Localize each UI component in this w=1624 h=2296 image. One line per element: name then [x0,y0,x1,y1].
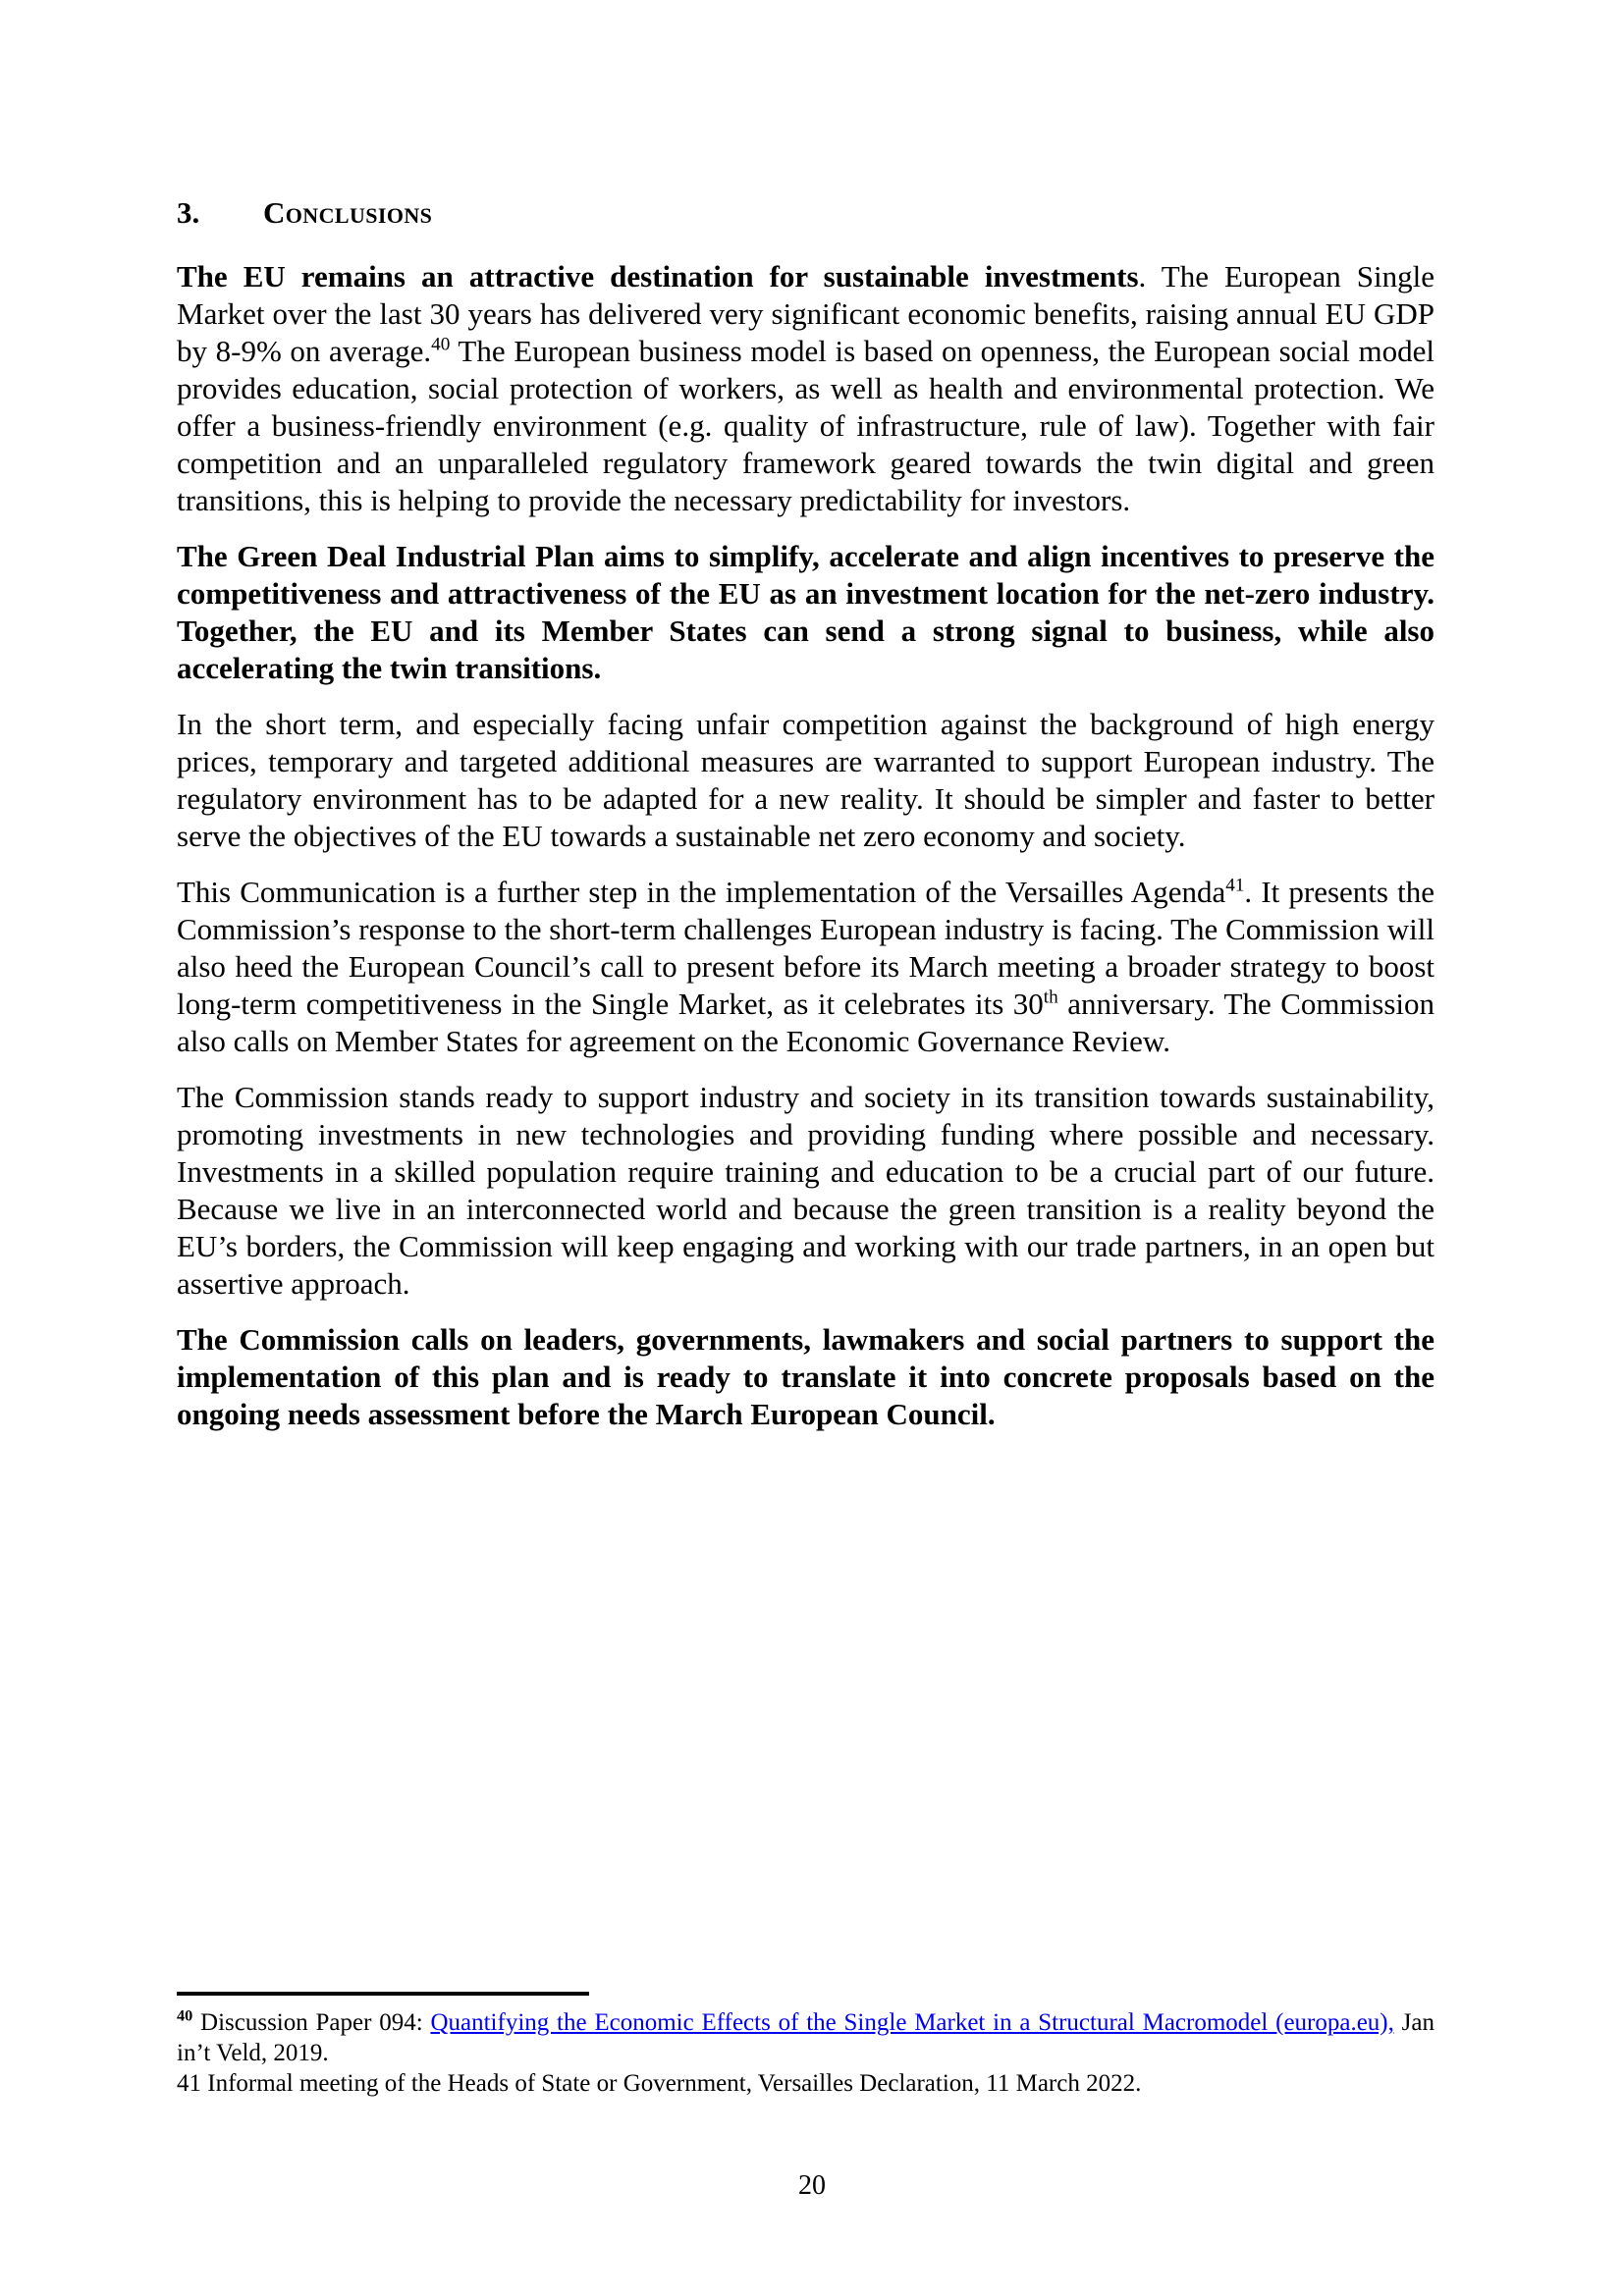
footnote-reference-40: 40 [431,334,451,355]
footnote-reference-41: 41 [1225,875,1245,896]
paragraph-text: . The European Single Market over the last 30 years has delivered very significant economic benefits, raising annual EU GDP by 8-9% on average. [177,259,1435,368]
paragraph-versailles-agenda [177,874,1435,1060]
section-number: 3. [177,195,200,230]
paragraph-text: This Communication is a further step in the implementation of the Versailles Agenda [177,875,1226,909]
paragraph-text: In the short term, and especially facing unfair competition against the background of high energy prices, temporary and targeted additional measures are warranted to support European industry. The regulatory environment has to be adapted for a new reality. It should be simpler and faster to better serve the objectives of the EU towards a sustainable net zero economy and society. [177,707,1435,853]
paragraph-commission-stands-ready [177,1079,1435,1303]
bold-lead-sentence: The EU remains an attractive destination for sustainable investments [177,259,1139,294]
footnote-40-hyperlink[interactable]: Quantifying the Economic Effects of the Single Market in a Structural Macromodel (europa.eu), [430,2009,1394,2036]
footnote-40-text: Discussion Paper 094: [192,2009,431,2036]
footnotes-section [177,1992,1435,2099]
paragraph-text: The Green Deal Industrial Plan aims to simplify, accelerate and align incentives to preserve the competitiveness and attractiveness of the EU as an investment location for the net-zero industry. Together, the EU and its Member States can send a strong signal to business, while also accelerating the twin transitions. [177,539,1435,685]
paragraph-short-term-measures [177,706,1435,855]
paragraph-text: The Commission stands ready to support industry and society in its transition towards sustainability, promoting investments in new technologies and providing funding where possible and necessary. Investments in a skilled population require training and education to be a crucial part of our future. Because we live in an interconnected world and because the green transition is a reality beyond the EU’s borders, the Commission will keep engaging and working with our trade partners, in an open but assertive approach. [177,1080,1435,1301]
paragraph-text: The European business model is based on openness, the European social model provides education, social protection of workers, as well as health and environmental protection. We offer a business-friendly environment (e.g. quality of infrastructure, rule of law). Together with fair competition and an unparalleled regulatory framework geared towards the twin digital and green transitions, this is helping to provide the necessary predictability for investors. [177,334,1435,517]
footnote-41-text: 41 Informal meeting of the Heads of State or Government, Versailles Declaration, 11 March 2022. [177,2070,1142,2097]
paragraph-green-deal-industrial-plan [177,538,1435,687]
footnote-40-citation: Jan in’t Veld, 2019. [177,2009,1435,2066]
paragraph-call-on-leaders [177,1321,1435,1433]
footnote-separator-rule [177,1992,589,1996]
footnote-40-marker: 40 [177,2006,193,2025]
footnote-40 [177,2007,1435,2068]
paragraph-text: The Commission calls on leaders, governments, lawmakers and social partners to support the implementation of this plan and is ready to translate it into concrete proposals based on the ongoing needs assessment before the March European Council. [177,1322,1435,1431]
paragraph-text: . It presents the Commission’s response to the short-term challenges European industry is facing. The Commission will also heed the European Council’s call to present before its March meeting a broader strategy to boost long-term competitiveness in the Single Market, as it celebrates its 30 [177,875,1435,1021]
footnote-41 [177,2068,1435,2099]
section-heading [177,194,1435,232]
paragraph-text: anniversary. The Commission also calls on Member States for agreement on the Economic Governance Review. [177,987,1435,1058]
page-number: 20 [798,2170,826,2201]
section-title: Conclusions [263,195,433,230]
paragraph-eu-attractive-destination [177,258,1435,519]
page-content [177,194,1435,1452]
ordinal-suffix-th: th [1043,987,1058,1008]
